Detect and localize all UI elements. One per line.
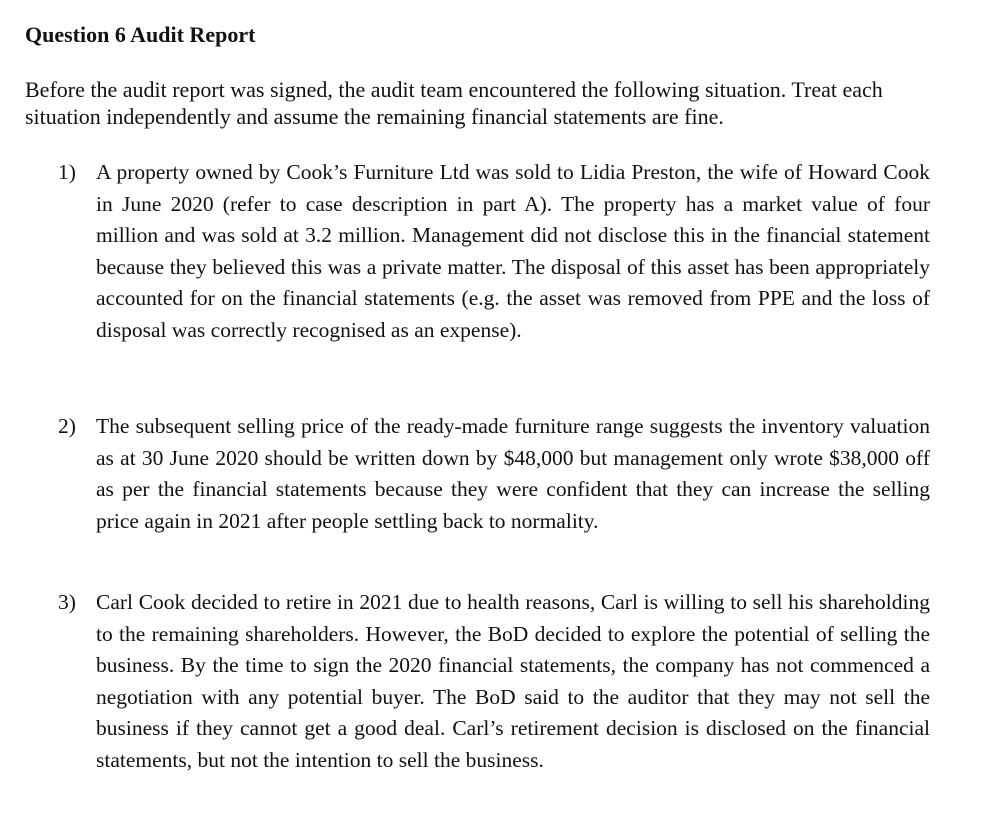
intro-paragraph: Before the audit report was signed, the audit team encountered the following situation. Treat each situation independently and assume the remaining financial statements are fine.	[25, 77, 883, 129]
list-item-number: 1)	[58, 160, 76, 184]
list-item-number: 2)	[58, 414, 76, 438]
list-item-text: A property owned by Cook’s Furniture Ltd was sold to Lidia Preston, the wife of Howard Cook in June 2020 (refer to case description in part A). The property has a market value of four million and was sold at 3.2 million. Management did not disclose this in the financial statement because they believed this was a private matter. The disposal of this asset has been appropriately accounted for on the financial statements (e.g. the asset was removed from PPE and the loss of disposal was correctly recognised as an expense).	[96, 160, 930, 342]
list-item-1	[58, 157, 930, 347]
list-item-2	[58, 411, 930, 537]
list-item-number: 3)	[58, 590, 76, 614]
list-item-3	[58, 587, 930, 777]
list-item-text: Carl Cook decided to retire in 2021 due to health reasons, Carl is willing to sell his shareholding to the remaining shareholders. However, the BoD decided to explore the potential of selling the business. By the time to sign the 2020 financial statements, the company has not commenced a negotiation with any potential buyer. The BoD said to the auditor that they may not sell the business if they cannot get a good deal. Carl’s retirement decision is disclosed on the financial statements, but not the intention to sell the business.	[96, 590, 930, 772]
question-title: Question 6 Audit Report	[25, 22, 256, 47]
list-item-text: The subsequent selling price of the ready-made furniture range suggests the inventory valuation as at 30 June 2020 should be written down by $48,000 but management only wrote $38,000 off as per the financial statements because they were confident that they can increase the selling price again in 2021 after people settling back to normality.	[96, 414, 930, 533]
